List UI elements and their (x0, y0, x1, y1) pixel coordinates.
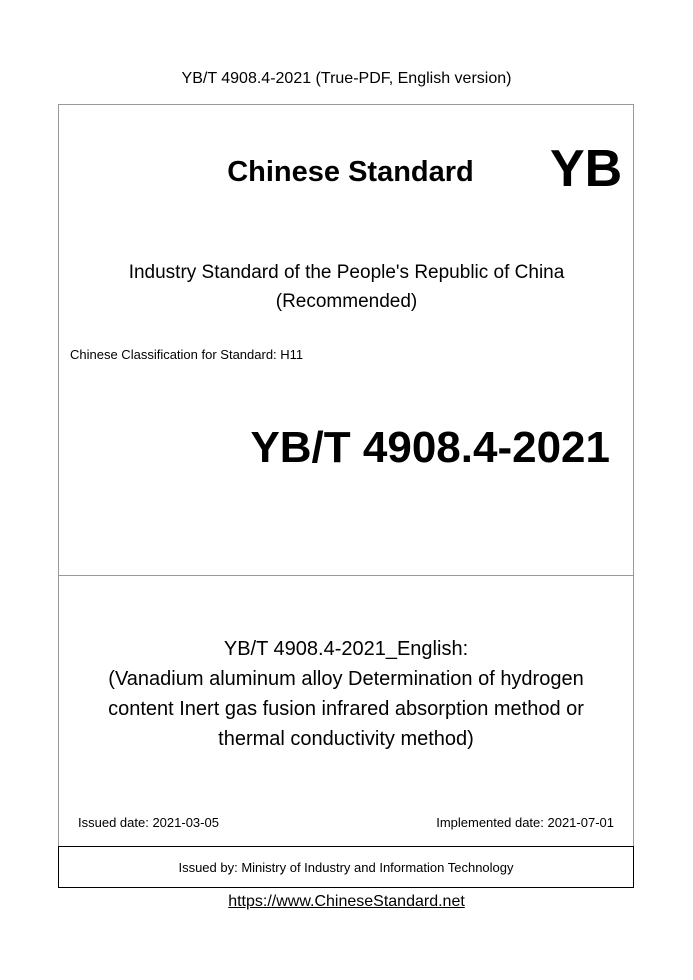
implemented-date: Implemented date: 2021-07-01 (436, 815, 614, 830)
subtitle-line-1: Industry Standard of the People's Republic of China (128, 262, 565, 283)
issuer-text: Issued by: Ministry of Industry and Information Technology (178, 859, 514, 875)
issuer-box (58, 846, 634, 888)
issued-date: Issued date: 2021-03-05 (78, 815, 219, 830)
document-title-line-3: content Inert gas fusion infrared absorption method or (108, 698, 584, 720)
document-title-line-4: thermal conductivity method) (218, 728, 474, 750)
document-title-line-2: (Vanadium aluminum alloy Determination of hydrogen (108, 668, 584, 690)
subtitle-line-2: (Recommended) (275, 291, 418, 312)
website-link[interactable]: https://www.ChineseStandard.net (228, 893, 465, 910)
document-title-line-1: YB/T 4908.4-2021_English: (223, 638, 469, 660)
page-header: YB/T 4908.4-2021 (True-PDF, English version) (181, 70, 512, 87)
cover-subtitle (0, 258, 693, 316)
classification-label: Chinese Classification for Standard: H11 (70, 347, 304, 362)
document-title (68, 634, 624, 754)
cover-title-text: Chinese Standard (227, 156, 474, 188)
standard-code-badge: YB (550, 140, 623, 198)
standard-number: YB/T 4908.4-2021 (250, 423, 610, 472)
